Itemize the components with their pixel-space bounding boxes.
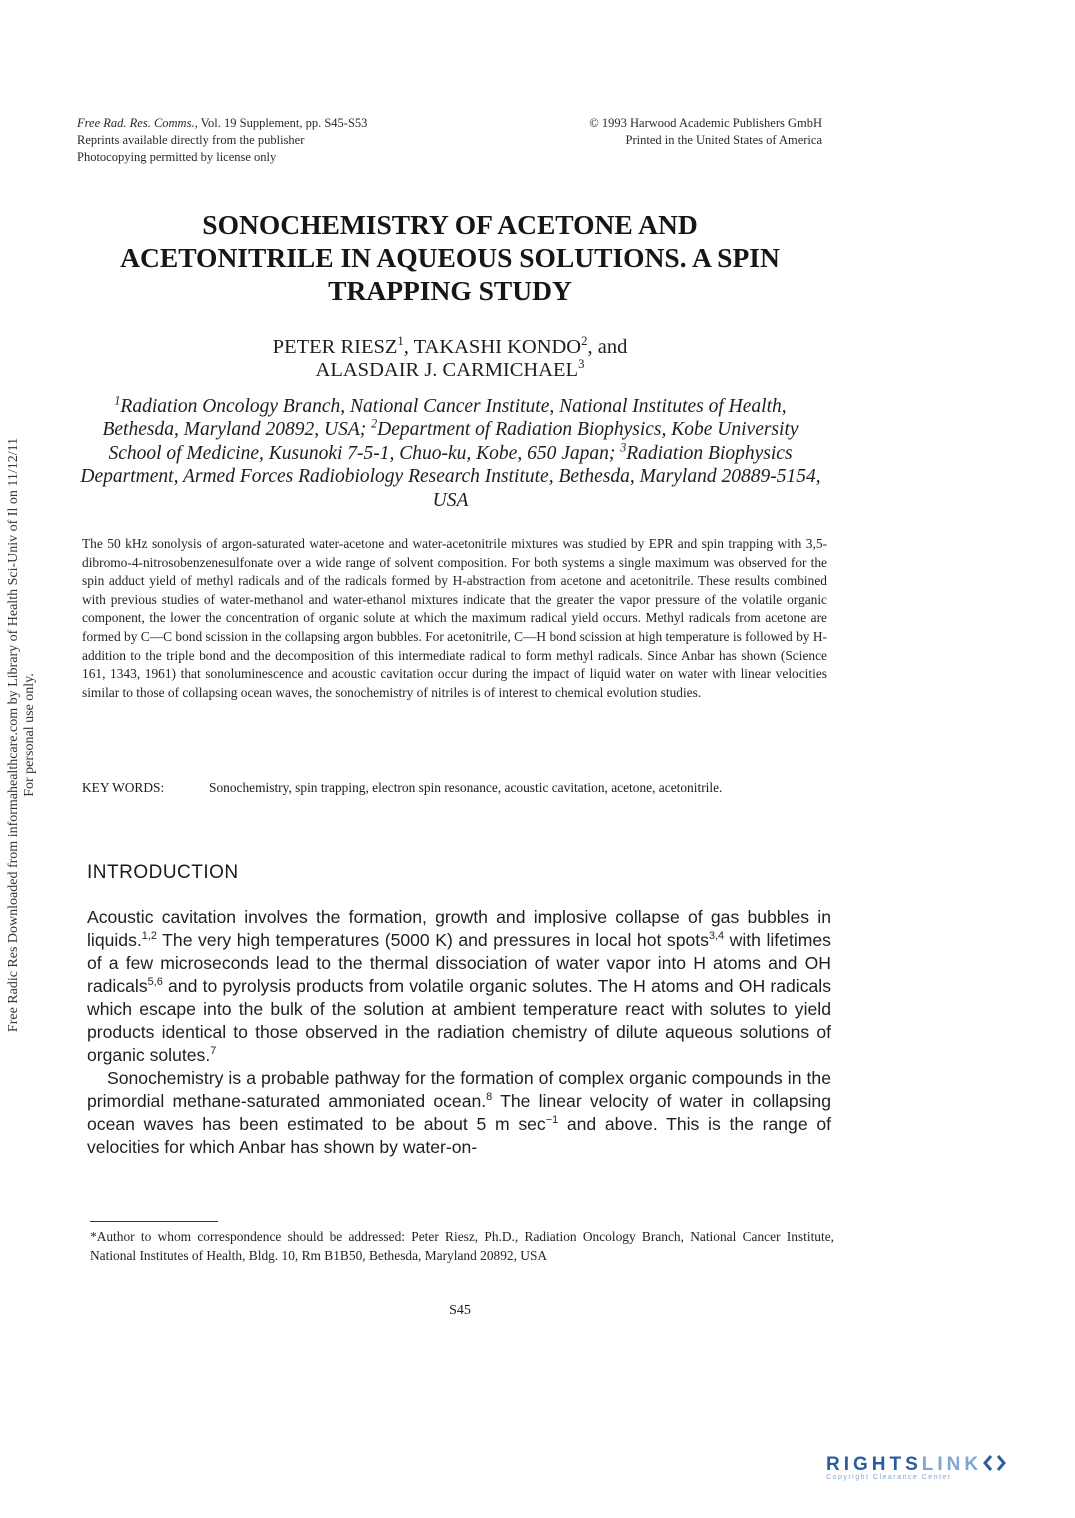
affil-mark: 3 <box>620 440 627 455</box>
journal-citation <box>77 115 367 132</box>
printed-line: Printed in the United States of America <box>625 133 822 147</box>
text-run: and above. This is the range of velocities for which Anbar has shown by water-on- <box>87 1114 831 1157</box>
paragraph <box>87 1067 831 1159</box>
affil-mark: 2 <box>371 416 378 431</box>
download-watermark <box>6 235 46 1235</box>
correspondence-footnote: *Author to whom correspondence should be addressed: Peter Riesz, Ph.D., Radiation Oncology Branch, National Cancer Institute, National Institutes of Health, Bldg. 10, Rm B1B50, Bethesda, Maryland 20892, USA <box>90 1229 834 1263</box>
watermark-line-2: For personal use only. <box>22 673 37 797</box>
affil-mark: 3 <box>578 357 585 372</box>
citation-ref: 5,6 <box>147 976 163 989</box>
affil-mark: 2 <box>581 334 588 349</box>
affiliations <box>78 395 823 512</box>
journal-name: Free Rad. Res. Comms. <box>77 116 195 130</box>
watermark-line-1: Free Radic Res Downloaded from informahealthcare.com by Library of Health Sci-Univ of Il on 11/12/11 <box>6 437 21 1033</box>
introduction-body <box>87 906 831 1159</box>
title-line-1: SONOCHEMISTRY OF ACETONE AND <box>202 209 698 240</box>
copyright-line: © 1993 Harwood Academic Publishers GmbH <box>589 116 822 130</box>
affil-mark: 1 <box>114 393 121 408</box>
abstract: The 50 kHz sonolysis of argon-saturated water-acetone and water-acetonitrile mixtures was studied by EPR and spin trapping with 3,5-dibromo-4-nitrosobenzenesulfonate over a wide range of solvent composition. For both systems a single maximum was observed for the spin adduct yield of methyl radicals and of the radicals formed by H-abstraction from acetone and acetonitrile. These results combined with previous studies of water-methanol and water-ethanol mixtures indicate that the greater the vapor pressure of the volatile organic component, the lower the concentration of organic solute at which the maximum radical yield occurs. Methyl radicals from acetone are formed by C—C bond scission in the collapsing argon bubbles. For acetonitrile, C—H bond scission at high temperature is followed by H-addition to the triple bond and the decomposition of this intermediate radical to form methyl radicals. Since Anbar has shown (Science 161, 1343, 1961) that sonoluminescence and acoustic cavitation occur during the impact of liquid water on water with linear velocities similar to those of collapsing ocean waves, the sonochemistry of nitriles is of interest to chemical evolution studies. <box>82 536 827 700</box>
authors-line-2 <box>150 359 750 382</box>
text-run: Acoustic cavitation involves the formation, growth and implosive collapse of gas bubbles in liquids. <box>87 907 831 950</box>
text-run: The very high temperatures (5000 K) and pressures in local hot spots <box>156 930 709 950</box>
keywords-text: Sonochemistry, spin trapping, electron spin resonance, acoustic cavitation, acetone, acetonitrile. <box>209 780 723 795</box>
paragraph <box>87 906 831 1067</box>
author-list <box>150 336 750 382</box>
affiliation-afrri: Radiation Biophysics Department, Armed Forces Radiobiology Research Institute, Bethesda, Maryland 20889-5154, USA <box>80 442 821 511</box>
affiliation-kobe: Department of Radiation Biophysics, Kobe University School of Medicine, Kusunoki 7-5-1, Chuo-ku, Kobe, 650 Japan; <box>108 419 799 464</box>
logo-subtitle: Copyright Clearance Center <box>826 1474 952 1481</box>
citation-ref: 7 <box>210 1045 217 1058</box>
page-number: S45 <box>449 1303 471 1318</box>
affil-mark: 1 <box>397 334 404 349</box>
author-kondo: , TAKASHI KONDO <box>403 336 582 358</box>
unit-exponent: −1 <box>545 1114 559 1127</box>
publisher-header <box>522 115 822 149</box>
photocopying-note: Photocopying permitted by license only <box>77 150 277 164</box>
citation-ref: 1,2 <box>141 930 157 943</box>
text-run: The linear velocity of water in collapsing ocean waves has been estimated to be about 5 m sec <box>87 1091 831 1134</box>
logo-text-dark: RIGHTS <box>826 1454 922 1475</box>
text-run: and to pyrolysis products from volatile organic solutes. The H atoms and OH radicals which escape into the bulk of the solution at ambient temperature react with solutes to yield products identical to those observed in the radiation chemistry of dilute aqueous solutions of organic solutes. <box>87 976 831 1065</box>
text-run: with lifetimes of a few microseconds lead to the thermal dissociation of water vapor into H atoms and OH radicals <box>87 930 831 996</box>
journal-header <box>77 115 367 166</box>
rightslink-logo[interactable] <box>826 1454 1056 1494</box>
citation-ref: 3,4 <box>708 930 725 943</box>
logo-text-light: LINK <box>921 1454 983 1475</box>
author-conjunction: , and <box>587 336 628 358</box>
title-line-3: TRAPPING STUDY <box>328 275 572 306</box>
volume-info: , Vol. 19 Supplement, pp. S45-S53 <box>194 116 368 130</box>
footnote-rule <box>90 1221 218 1222</box>
affiliation-nci: Radiation Oncology Branch, National Cancer Institute, National Institutes of Health, Bethesda, Maryland 20892, USA; <box>102 396 787 441</box>
text-run: Sonochemistry is a probable pathway for the formation of complex organic compounds in the primordial methane-saturated ammoniated ocean. <box>87 1068 831 1111</box>
author-riesz: PETER RIESZ <box>272 336 398 358</box>
author-carmichael: ALASDAIR J. CARMICHAEL <box>315 359 579 381</box>
section-heading-introduction: INTRODUCTION <box>87 862 239 883</box>
keywords-label: KEY WORDS: <box>82 780 165 795</box>
citation-ref: 8 <box>486 1091 493 1104</box>
rightslink-wordmark <box>826 1454 1056 1476</box>
reprints-note: Reprints available directly from the publisher <box>77 133 305 147</box>
article-title <box>70 208 830 307</box>
title-line-2: ACETONITRILE IN AQUEOUS SOLUTIONS. A SPIN <box>120 242 780 273</box>
authors-line-1 <box>150 336 750 359</box>
chevron-icon <box>982 1454 1008 1472</box>
